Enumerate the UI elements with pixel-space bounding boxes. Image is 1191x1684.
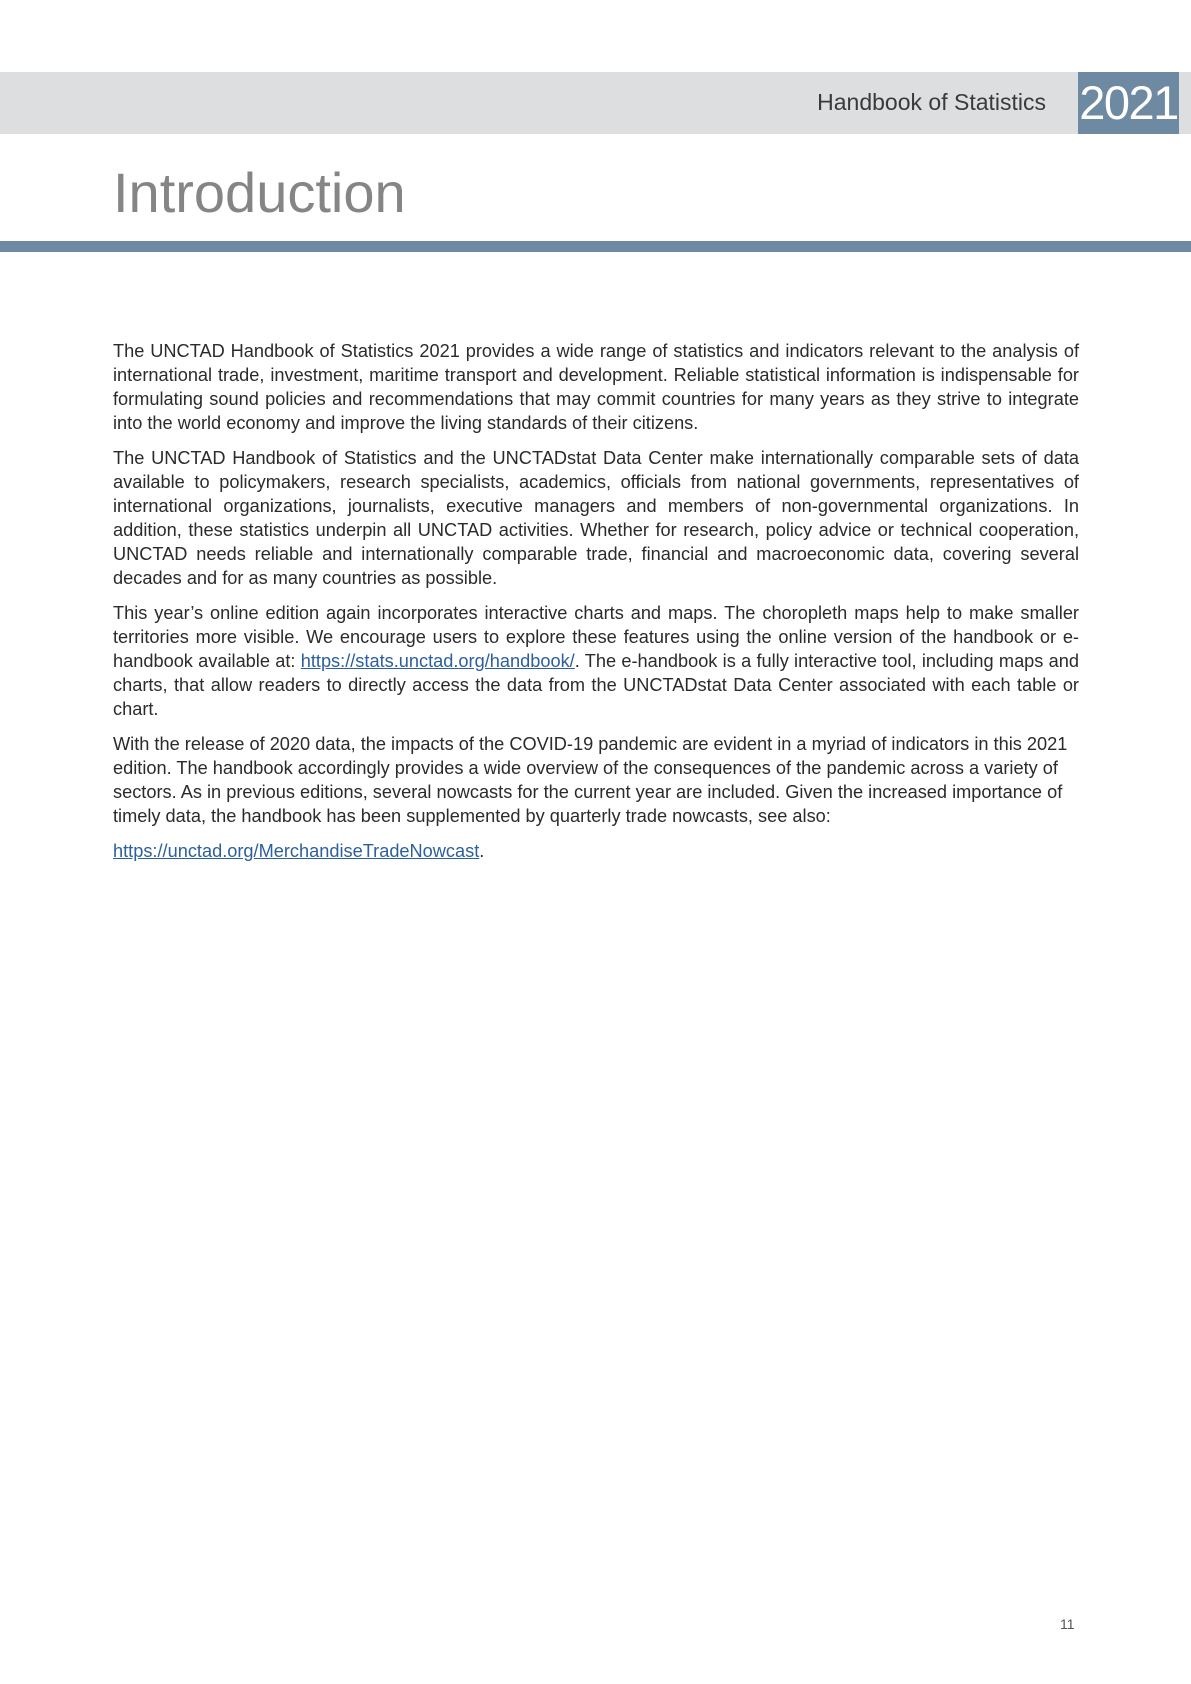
header-title: Handbook of Statistics xyxy=(817,89,1046,115)
paragraph-4: With the release of 2020 data, the impacts of the COVID-19 pandemic are evident in a myriad of indicators in this 2021 edition. The handbook accordingly provides a wide overview of the consequences of the pandemic across a variety of sectors. As in previous editions, several nowcasts for the current year are included. Given the increased importance of timely data, the handbook has been supplemented by quarterly trade nowcasts, see also: xyxy=(113,734,1068,826)
header-year-badge: 2021 xyxy=(1078,72,1179,134)
paragraph-3 xyxy=(113,601,1079,721)
paragraph-4-link-period: . xyxy=(479,841,485,861)
page-number: 11 xyxy=(1060,1616,1075,1632)
nowcast-link[interactable]: https://unctad.org/MerchandiseTradeNowcast xyxy=(113,841,480,861)
paragraph-3-text-before: This year’s online edition again incorporates interactive charts and maps. The choropleth maps help to make smaller territories more visible. We encourage users to explore these features using the online version of the handbook or e-handbook available at: xyxy=(113,603,1079,671)
title-divider xyxy=(0,241,1191,252)
body-text xyxy=(113,339,1079,863)
paragraph-3-text-after: . The e-handbook is a fully interactive tool, including maps and charts, that allow readers to directly access the data from the UNCTADstat Data Center associated with each table or chart. xyxy=(113,651,1079,719)
paragraph-4-link-line xyxy=(113,839,1079,863)
paragraph-1: The UNCTAD Handbook of Statistics 2021 provides a wide range of statistics and indicators relevant to the analysis of international trade, investment, maritime transport and development. Reliable statistical information is indispensable for formulating sound policies and recommendations that may commit countries for many years as they strive to integrate into the world economy and improve the living standards of their citizens. xyxy=(113,341,1079,433)
handbook-link[interactable]: https://stats.unctad.org/handbook/ xyxy=(300,651,575,671)
paragraph-2: The UNCTAD Handbook of Statistics and the UNCTADstat Data Center make internationally comparable sets of data available to policymakers, research specialists, academics, officials from national governments, representatives of international organizations, journalists, executive managers and members of non-governmental organizations. In addition, these statistics underpin all UNCTAD activities. Whether for research, policy advice or technical cooperation, UNCTAD needs reliable and internationally comparable trade, financial and macroeconomic data, covering several decades and for as many countries as possible. xyxy=(113,448,1079,588)
page-title: Introduction xyxy=(113,161,406,224)
